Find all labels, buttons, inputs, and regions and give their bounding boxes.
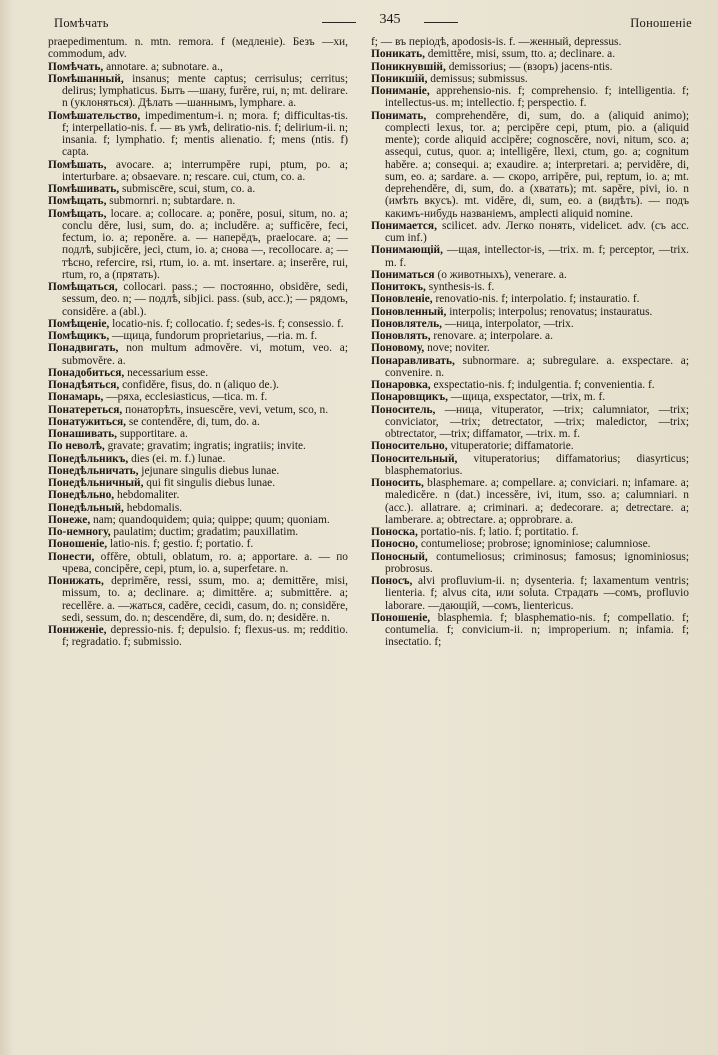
dictionary-entry — [48, 330, 348, 342]
entry-definition: deprimĕre, ressi, ssum, mo. a; demittĕre, misi, missum, to. a; declinare. a; dimittĕre. a; submittĕre. a; recellĕre. a. —жаться, cadĕre, cecidi, casum, do. n; considĕre, sedi, sessum, do. n; descendĕre, di, sum, do. n; desidĕre. n. — [62, 575, 348, 624]
entry-headword: Понедѣльничать, — [48, 464, 139, 477]
entry-headword: Понатереться, — [48, 403, 123, 416]
entry-definition: subnormare. a; subregulare. a. exspectare. a; convenire. n. — [385, 354, 689, 379]
entry-headword: Помѣщаться, — [48, 281, 118, 293]
dictionary-entry — [371, 403, 689, 441]
entry-headword: Поновому, — [371, 342, 425, 355]
left-column — [48, 36, 348, 649]
entry-headword: Понедѣльно, — [48, 489, 115, 502]
entry-headword: Понаровка, — [371, 379, 431, 391]
dictionary-entry — [371, 60, 689, 73]
entry-definition: locatio-nis. f; collocatio. f; sedes-is. f; consessio. f. — [109, 317, 344, 330]
dictionary-entry — [371, 109, 689, 220]
dictionary-entry — [48, 342, 348, 367]
dictionary-entry — [48, 538, 348, 551]
entry-headword: Поносительно, — [371, 440, 448, 453]
entry-definition: —щица, exspectator, —trix, m. f. — [447, 391, 606, 404]
entry-definition: scilicet. adv. Легко понять, videlicet. adv. (съ acc. cum inf.) — [385, 219, 689, 244]
entry-headword: Пониманіе, — [371, 85, 430, 97]
entry-definition: supportitare. a. — [117, 428, 188, 440]
entry-headword: Поновленіе, — [371, 293, 433, 306]
left-running-head: Помѣчать — [54, 16, 109, 30]
entry-headword: По-немногу, — [48, 526, 111, 538]
entry-headword: Поношеніе, — [371, 611, 431, 624]
entry-headword: Понадобиться, — [48, 366, 125, 379]
entry-definition: praepedimentum. n. mtn. remora. f (медленіе). Безъ —хи, commodum, adv. — [48, 36, 348, 61]
entry-headword: По неволѣ, — [48, 440, 105, 453]
dictionary-entry — [48, 550, 348, 576]
dictionary-entry — [48, 440, 348, 453]
dictionary-entry — [371, 317, 689, 330]
entry-headword: Понатужиться, — [48, 415, 127, 428]
entry-definition: interpolis; interpolus; renovatus; instauratus. — [446, 305, 653, 318]
dictionary-entry — [371, 611, 689, 649]
dictionary-entry — [48, 109, 348, 159]
dictionary-entry — [371, 379, 689, 391]
dictionary-entry — [48, 477, 348, 489]
entry-headword: Помѣщать, — [48, 207, 107, 220]
dictionary-entry — [48, 36, 348, 61]
dictionary-entry — [371, 477, 689, 526]
entry-headword: Понадѣяться, — [48, 379, 120, 391]
dictionary-entry — [371, 550, 689, 576]
entry-headword: Понимать, — [371, 109, 427, 122]
dictionary-entry — [48, 526, 348, 538]
entry-headword: Понамарь, — [48, 391, 104, 404]
entry-definition: blasphemia. f; blasphematio-nis. f; compellatio. f; contumelia. f; convicium-ii. n; improperium. n; infamia. f; insectatio. f; — [385, 611, 689, 649]
entry-headword: Пониженіе, — [48, 624, 107, 636]
dictionary-entry — [371, 342, 689, 355]
entry-definition: renovare. a; interpolare. a. — [430, 330, 553, 342]
entry-definition: —щица, fundorum proprietarius, —ria. m. f. — [109, 330, 318, 342]
dictionary-entry — [48, 281, 348, 318]
entry-definition: latio-nis. f; gestio. f; portatio. f. — [107, 538, 254, 551]
dictionary-entry — [48, 195, 348, 208]
dictionary-entry — [371, 330, 689, 342]
entry-definition: se contendĕre, di, tum, do. a. — [126, 415, 260, 428]
dictionary-entry — [48, 183, 348, 195]
entry-headword: Поносить, — [371, 477, 424, 489]
entry-definition: synthesis-is. f. — [425, 281, 495, 293]
entry-headword: Поновленный, — [371, 305, 447, 318]
entry-definition: apprehensio-nis. f; comprehensio. f; intelligentia. f; intellectus-us. m; intellectio. f; perspectio. f. — [385, 85, 689, 110]
entry-definition: dies (ei. m. f.) lunae. — [128, 452, 226, 465]
dictionary-entry — [48, 415, 348, 428]
dictionary-entry — [371, 354, 689, 380]
dictionary-entry — [371, 244, 689, 269]
dictionary-entry — [48, 489, 348, 502]
dictionary-entry — [371, 452, 689, 478]
entry-definition: —щая, intellector-is, —trix. m. f; perceptor, —trix. m. f. — [385, 244, 689, 269]
entry-headword: Поникнувшій, — [371, 60, 446, 73]
dictionary-entry — [48, 428, 348, 440]
dictionary-entry — [48, 501, 348, 514]
entry-headword: Понимается, — [371, 219, 437, 232]
dictionary-entry — [371, 268, 689, 281]
entry-headword: Понашивать, — [48, 428, 118, 440]
entry-definition: locare. a; collocare. a; ponĕre, posui, situm, no. a; conclu dĕre, lusi, sum, do. a; includĕre. a; sufficĕre, feci, fectum, io. a; reponĕre. a. — наперёдъ, praelocare. a; — подлѣ, subjicĕre, jeci, ctum, io. a; снова —, recollocare. a; — тѣсно, refercire, rsi, rtum, io. a. mt. insertare. a; inserĕre, rui, rtum, ro, a (прятать). — [62, 207, 348, 281]
entry-headword: Понитокъ, — [371, 281, 426, 293]
entry-headword: Поносительный, — [371, 452, 458, 465]
entry-headword: Поновлять, — [371, 330, 431, 342]
entry-headword: Поношеніе, — [48, 538, 108, 551]
entry-headword: Помѣшательство, — [48, 109, 141, 122]
entry-definition: paulatim; ductim; gradatim; pauxillatim. — [110, 526, 299, 538]
entry-definition: portatio-nis. f; latio. f; portitatio. f. — [417, 526, 579, 538]
entry-definition: —ница, vituperator, —trix; calumniator, —trix; conviciator, —trix; detrectator, —trix; maledictor, —trix; obtrectator, —trix; diffamator, —trix. m. f. — [385, 403, 689, 440]
entry-definition: demittĕre, misi, ssum, tto. a; declinare. a. — [424, 48, 616, 61]
entry-definition: submornri. n; subtardare. n. — [106, 195, 236, 208]
entry-headword: Помѣшать, — [48, 158, 107, 171]
dictionary-entry — [371, 219, 689, 245]
entry-headword: Поникать, — [371, 48, 425, 61]
entry-headword: Помѣщикъ, — [48, 330, 110, 342]
entry-definition: necessarium esse. — [124, 366, 209, 379]
dictionary-entry — [371, 391, 689, 404]
entry-definition: exspectatio-nis. f; indulgentia. f; convenientia. f. — [430, 379, 655, 391]
entry-headword: Поникшій, — [371, 72, 428, 85]
dictionary-entry — [371, 305, 689, 318]
entry-definition: blasphemare. a; compellare. a; conviciari. n; infamare. a; maledicĕre. n (dat.) incessĕre, ivi, itum, sso. a; calumniari. n (acc.). allatrare. a; criminari. a; dedecorare. a; detrectare. a; lamberare. a; obtrectare. a; opprobrare. a. — [385, 477, 689, 526]
dictionary-entry — [48, 158, 348, 184]
dictionary-entry — [48, 379, 348, 391]
entry-definition: demissus; submissus. — [427, 72, 528, 85]
entry-headword: Понимающій, — [371, 244, 443, 257]
entry-definition: non multum admovĕre. vi, motum, veo. a; submovĕre. a. — [62, 342, 348, 367]
entry-headword: Понедѣльникъ, — [48, 452, 129, 465]
dictionary-entry — [48, 317, 348, 330]
dictionary-entry — [48, 575, 348, 624]
dictionary-entry — [48, 513, 348, 526]
entry-definition: contumeliosus; criminosus; famosus; ignominiosus; probrosus. — [385, 550, 689, 575]
entry-headword: Помѣщать, — [48, 195, 107, 208]
entry-headword: Понаравливать, — [371, 354, 455, 367]
right-running-head: Поношеніе — [630, 16, 692, 30]
dictionary-entry — [371, 575, 689, 612]
dictionary-entry — [371, 281, 689, 293]
entry-headword: Понеже, — [48, 513, 91, 526]
dictionary-entry — [48, 391, 348, 404]
entry-definition: jejunare singulis diebus lunae. — [138, 464, 280, 477]
dictionary-entry — [371, 538, 689, 551]
entry-definition: alvi profluvium-ii. n; dysenteria. f; laxamentum ventris; lienteria. f; alvus cita, или soluta. Страдать —сомъ, profluvio laborare. —дающій, —сомъ, lientericus. — [385, 575, 689, 612]
entry-headword: Понижать, — [48, 575, 104, 587]
entry-definition: contumeliose; probrose; ignominiose; calumniose. — [417, 538, 651, 551]
entry-definition: insanus; mente captus; cerrisulus; cerritus; delirus; lymphaticus. Быть —шану, furĕre, rui, n; mt. delirare. n (уклоняться). Дѣлать —шаннымъ, lymphare. a. — [62, 72, 348, 110]
entry-definition: vituperatorie; diffamatorie. — [447, 440, 574, 453]
entry-headword: Поноска, — [371, 526, 418, 538]
entry-definition: nam; quandoquidem; quia; quippe; quum; quoniam. — [90, 513, 330, 526]
dictionary-entry — [48, 366, 348, 379]
entry-definition: hebdomaliter. — [114, 489, 180, 502]
entry-definition: avocare. a; interrumpĕre rupi, ptum, po. a; interturbare. a; obsaevare. n; rescare. cui, ctum, co. a. — [62, 158, 348, 183]
dictionary-entry — [371, 526, 689, 538]
dictionary-entry — [371, 293, 689, 306]
dictionary-entry — [48, 452, 348, 465]
entry-definition: renovatio-nis. f; interpolatio. f; instauratio. f. — [432, 293, 640, 306]
dictionary-entry — [48, 207, 348, 282]
entry-definition: (о животныхъ), venerare. a. — [434, 268, 567, 281]
entry-headword: Понести, — [48, 550, 95, 563]
dictionary-entry — [371, 48, 689, 61]
entry-definition: понаторѣть, insuescĕre, vevi, vetum, sco, n. — [122, 403, 329, 416]
dictionary-entry — [371, 85, 689, 110]
entry-headword: Понаровщикъ, — [371, 391, 448, 404]
entry-headword: Помѣщеніе, — [48, 317, 110, 330]
entry-definition: offĕre, obtuli, oblatum, ro. a; apportare. a. — по чрева, concipĕre, cepi, ptum, io. a, superfetare. n. — [62, 550, 348, 575]
entry-headword: Поноситель, — [371, 403, 436, 416]
entry-definition: depressio-nis. f; depulsio. f; flexus-us. m; redditio. f; regradatio. f; submissio. — [62, 624, 348, 649]
dictionary-entry — [371, 440, 689, 453]
entry-definition: —ница, interpolator, —trix. — [442, 317, 574, 330]
entry-definition: vituperatorius; diffamatorius; diasyrticus; blasphematorius. — [385, 452, 689, 477]
entry-definition: submiscēre, scui, stum, co. a. — [119, 183, 256, 195]
entry-headword: Поновлятель, — [371, 317, 442, 330]
entry-definition: hebdomalis. — [123, 501, 183, 514]
entry-headword: Понадвигать, — [48, 342, 119, 355]
right-column — [371, 36, 689, 649]
entry-definition: confidĕre, fisus, do. n (aliquo de.). — [119, 379, 280, 391]
entry-headword: Поносно, — [371, 538, 418, 551]
entry-definition: —ряха, ecclesiasticus, —tica. m. f. — [103, 391, 268, 404]
entry-definition: impedimentum-i. n; mora. f; difficultas-tis. f; interpellatio-nis. f. — въ умѣ, deliratio-nis. f; delirium-ii. n; insania. f; lymphatio. f; mentis alienatio. f; mens (ntis. f) capta. — [62, 109, 348, 159]
entry-headword: Поносъ, — [371, 575, 413, 587]
entry-definition: collocari. pass.; — постоянно, obsidĕre, sedi, sessum, deo. n; — подлѣ, sibjici. pass. (sub, acc.); — рядомъ, considĕre. a (abl.). — [62, 281, 348, 318]
entry-headword: Понедѣльничный, — [48, 477, 144, 489]
entry-headword: Помѣчать, — [48, 60, 104, 73]
entry-definition: gravate; gravatim; ingratis; ingratiis; invite. — [104, 440, 306, 453]
entry-definition: f; — въ періодѣ, apodosis-is. f. —женный, depressus. — [371, 36, 622, 48]
entry-headword: Поносный, — [371, 550, 428, 563]
entry-definition: qui fit singulis diebus lunae. — [143, 477, 276, 489]
dictionary-entry — [48, 60, 348, 73]
dictionary-entry — [48, 403, 348, 416]
page-header — [54, 12, 692, 34]
dictionary-entry — [48, 464, 348, 477]
dictionary-entry — [371, 36, 689, 48]
entry-headword: Пониматься — [371, 268, 435, 281]
entry-headword: Помѣшанный, — [48, 72, 124, 85]
page-number: 345 — [322, 12, 458, 28]
entry-definition: demissorius; — (взоръ) jacens-ntis. — [445, 60, 613, 73]
entry-definition: comprehendĕre, di, sum, do. a (aliquid animo); complecti lexus, tor. a; percipĕre cepi, ptum, pio. a (aliquid mente); corde aliquid accipĕre; cognoscĕre, novi, nitum, sco. a; assequi, cutus, quor. a; intelligĕre, llexi, ctum, go. a; cognitum habĕre. a; consequi. a; exaudire. a; interpretari. a; pervidĕre, di, sum, eo. a; sardare. a. — скоро, arripĕre, pui, reptum, io. a; mt. deprehendĕre, di, sum, do. a (хватать); mt. sapĕre, pivi, io. n (имѣть вкусъ). mt. vidĕre, di, sum, eo. a (видѣть). — подъ какимъ-нибудь названіемъ, amplecti aliquid nomine. — [385, 109, 689, 220]
entry-definition: annotare. a; subnotare. a., — [103, 60, 223, 73]
dictionary-entry — [48, 72, 348, 110]
entry-headword: Помѣшивать, — [48, 183, 120, 195]
dictionary-entry — [48, 624, 348, 649]
dictionary-entry — [371, 72, 689, 85]
entry-headword: Понедѣльный, — [48, 501, 124, 514]
entry-definition: nove; noviter. — [424, 342, 490, 355]
